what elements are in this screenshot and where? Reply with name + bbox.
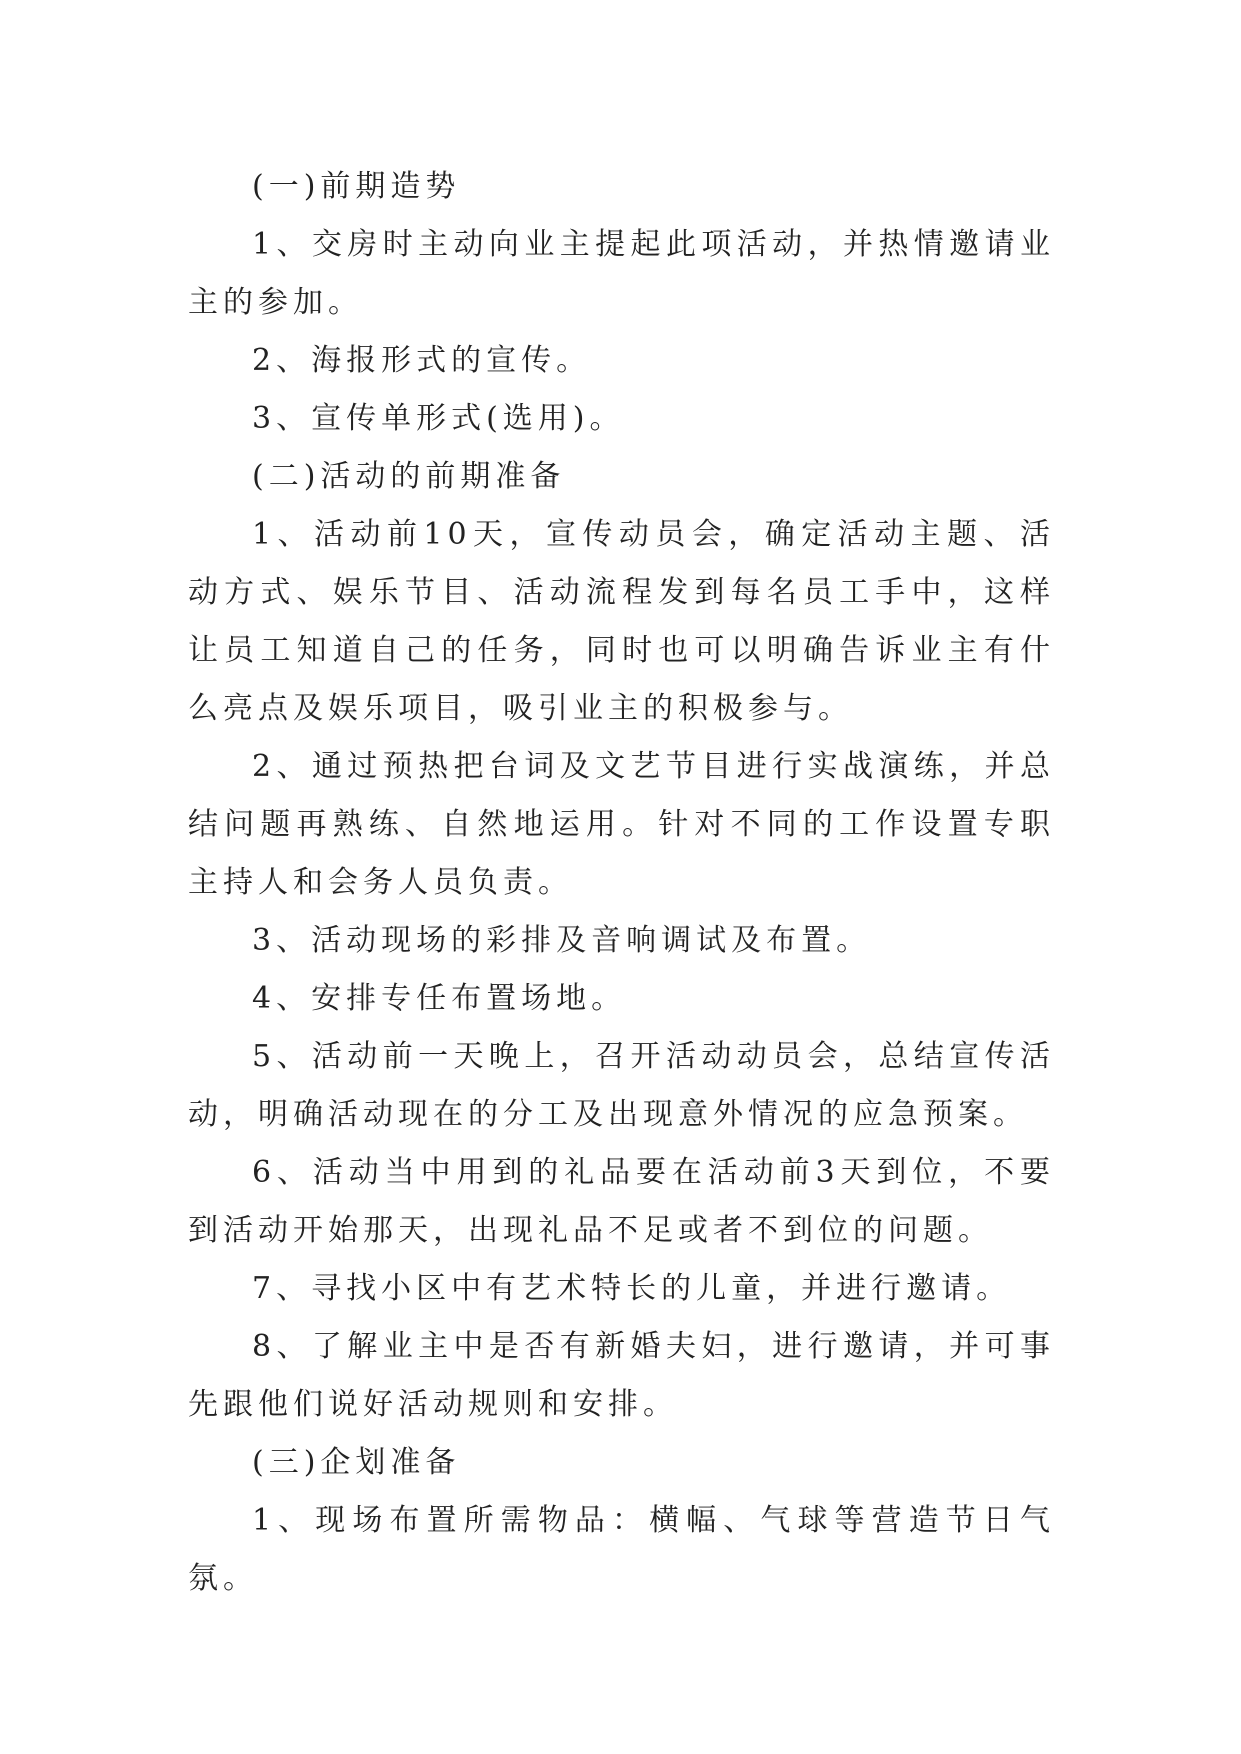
paragraph: 1、活动前10天，宣传动员会，确定活动主题、活动方式、娱乐节目、活动流程发到每名员工手中，这样让员工知道自己的任务，同时也可以明确告诉业主有什么亮点及娱乐项目，吸引业主的积极参与。 [188,517,1055,726]
paragraph: 1、现场布置所需物品：横幅、气球等营造节日气氛。 [188,1503,1055,1596]
paragraph: 6、活动当中用到的礼品要在活动前3天到位，不要到活动开始那天，出现礼品不足或者不到位的问题。 [188,1155,1055,1248]
section-heading-2: (二)活动的前期准备 [252,459,566,494]
document-body [188,158,1055,1608]
paragraph: 5、活动前一天晚上，召开活动动员会，总结宣传活动，明确活动现在的分工及出现意外情况的应急预案。 [188,1039,1055,1132]
paragraph: 7、寻找小区中有艺术特长的儿童，并进行邀请。 [252,1271,1012,1306]
paragraph: 4、安排专任布置场地。 [252,981,627,1016]
section-heading-1: (一)前期造势 [252,169,461,204]
paragraph: 2、海报形式的宣传。 [252,343,592,378]
paragraph: 8、了解业主中是否有新婚夫妇，进行邀请，并可事先跟他们说好活动规则和安排。 [188,1329,1055,1422]
paragraph: 2、通过预热把台词及文艺节目进行实战演练，并总结问题再熟练、自然地运用。针对不同的工作设置专职主持人和会务人员负责。 [188,749,1055,900]
paragraph: 3、活动现场的彩排及音响调试及布置。 [252,923,872,958]
paragraph: 1、交房时主动向业主提起此项活动，并热情邀请业主的参加。 [188,227,1055,320]
paragraph: 3、宣传单形式(选用)。 [252,401,625,436]
section-heading-3: (三)企划准备 [252,1445,461,1480]
